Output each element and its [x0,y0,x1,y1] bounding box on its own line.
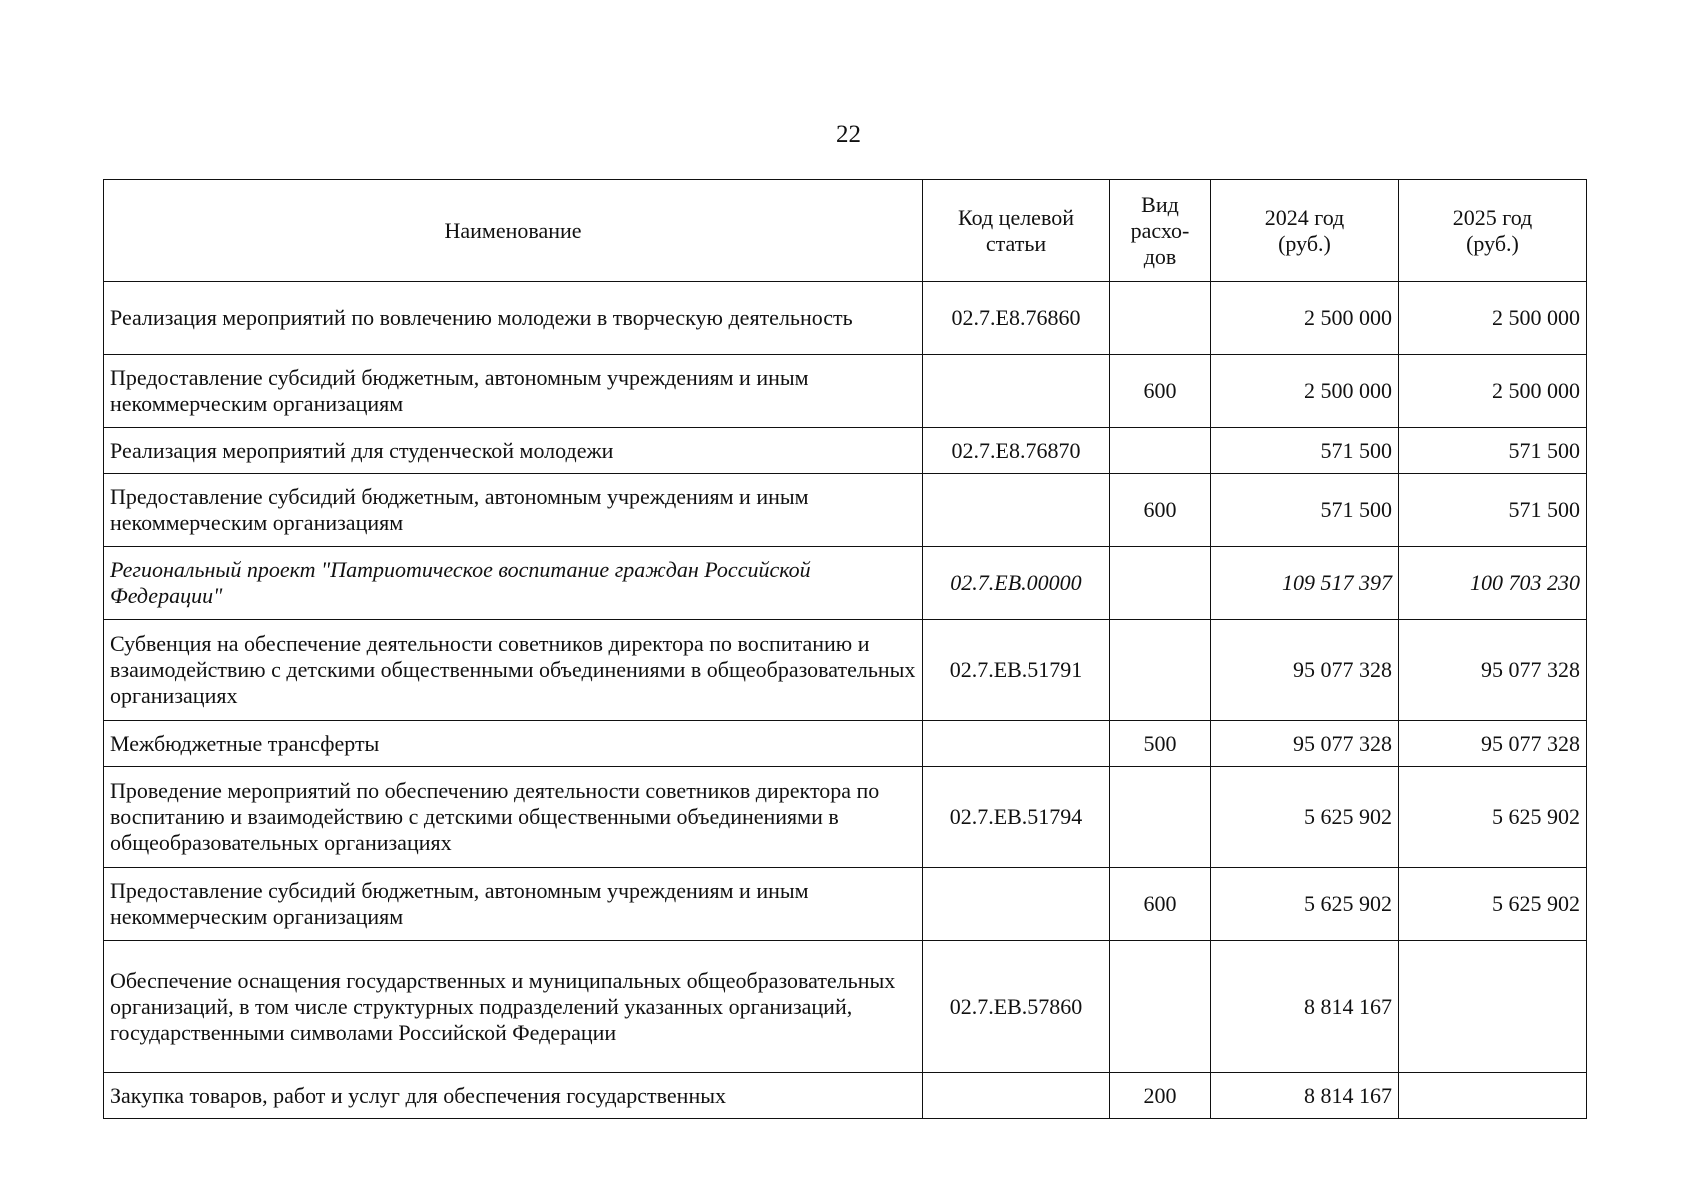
row-2025: 571 500 [1399,428,1587,474]
row-name: Обеспечение оснащения государственных и муниципальных общеобразовательных организаций, в том числе структурных подразделений указанных организаций, государственными символами Российской Федерации [104,941,923,1073]
row-code [923,868,1110,941]
row-name: Межбюджетные трансферты [104,721,923,767]
table-row [104,474,1587,547]
header-kind: Вид расхо- дов [1110,180,1211,282]
row-code [923,355,1110,428]
row-kind [1110,547,1211,620]
row-2024: 8 814 167 [1211,1073,1399,1119]
row-kind [1110,767,1211,868]
row-name: Реализация мероприятий для студенческой молодежи [104,428,923,474]
row-name: Проведение мероприятий по обеспечению деятельности советников директора по воспитанию и взаимодействию с детскими общественными объединениями в общеобразовательных организациях [104,767,923,868]
row-2024: 571 500 [1211,474,1399,547]
row-name: Субвенция на обеспечение деятельности советников директора по воспитанию и взаимодействию с детскими общественными объединениями в общеобразовательных организациях [104,620,923,721]
row-code [923,1073,1110,1119]
row-code: 02.7.EB.51794 [923,767,1110,868]
table-row [104,941,1587,1073]
row-code [923,474,1110,547]
row-2025: 571 500 [1399,474,1587,547]
row-2025: 2 500 000 [1399,355,1587,428]
row-code: 02.7.E8.76870 [923,428,1110,474]
budget-table [103,179,1587,1119]
row-2025: 2 500 000 [1399,282,1587,355]
header-2025: 2025 год (руб.) [1399,180,1587,282]
row-code: 02.7.EB.57860 [923,941,1110,1073]
row-kind: 600 [1110,868,1211,941]
row-2024: 8 814 167 [1211,941,1399,1073]
row-2024: 95 077 328 [1211,620,1399,721]
row-name: Предоставление субсидий бюджетным, автономным учреждениям и иным некоммерческим организациям [104,474,923,547]
row-name: Реализация мероприятий по вовлечению молодежи в творческую деятельность [104,282,923,355]
row-2025: 95 077 328 [1399,721,1587,767]
table-row [104,1073,1587,1119]
row-2024: 571 500 [1211,428,1399,474]
row-name: Предоставление субсидий бюджетным, автономным учреждениям и иным некоммерческим организациям [104,868,923,941]
table-row [104,355,1587,428]
table-row [104,721,1587,767]
row-2024: 5 625 902 [1211,767,1399,868]
row-kind [1110,941,1211,1073]
row-name: Предоставление субсидий бюджетным, автономным учреждениям и иным некоммерческим организациям [104,355,923,428]
row-name: Региональный проект "Патриотическое воспитание граждан Российской Федерации" [104,547,923,620]
row-2024: 5 625 902 [1211,868,1399,941]
row-kind: 600 [1110,474,1211,547]
row-2024: 95 077 328 [1211,721,1399,767]
row-code: 02.7.E8.76860 [923,282,1110,355]
row-kind [1110,282,1211,355]
row-kind: 500 [1110,721,1211,767]
row-2025: 100 703 230 [1399,547,1587,620]
row-code: 02.7.EB.00000 [923,547,1110,620]
row-kind [1110,620,1211,721]
header-name: Наименование [104,180,923,282]
row-name: Закупка товаров, работ и услуг для обеспечения государственных [104,1073,923,1119]
row-kind: 600 [1110,355,1211,428]
table-row [104,868,1587,941]
table-row [104,767,1587,868]
row-2024: 109 517 397 [1211,547,1399,620]
table-header-row [104,180,1587,282]
row-kind [1110,428,1211,474]
row-2025 [1399,941,1587,1073]
row-2024: 2 500 000 [1211,282,1399,355]
page-number: 22 [836,121,861,148]
header-2024: 2024 год (руб.) [1211,180,1399,282]
table-row [104,282,1587,355]
header-code: Код целевой статьи [923,180,1110,282]
row-2025: 95 077 328 [1399,620,1587,721]
row-2025: 5 625 902 [1399,868,1587,941]
table-row [104,428,1587,474]
row-kind: 200 [1110,1073,1211,1119]
table-row [104,620,1587,721]
row-2024: 2 500 000 [1211,355,1399,428]
row-2025 [1399,1073,1587,1119]
row-2025: 5 625 902 [1399,767,1587,868]
table-row [104,547,1587,620]
row-code [923,721,1110,767]
row-code: 02.7.EB.51791 [923,620,1110,721]
